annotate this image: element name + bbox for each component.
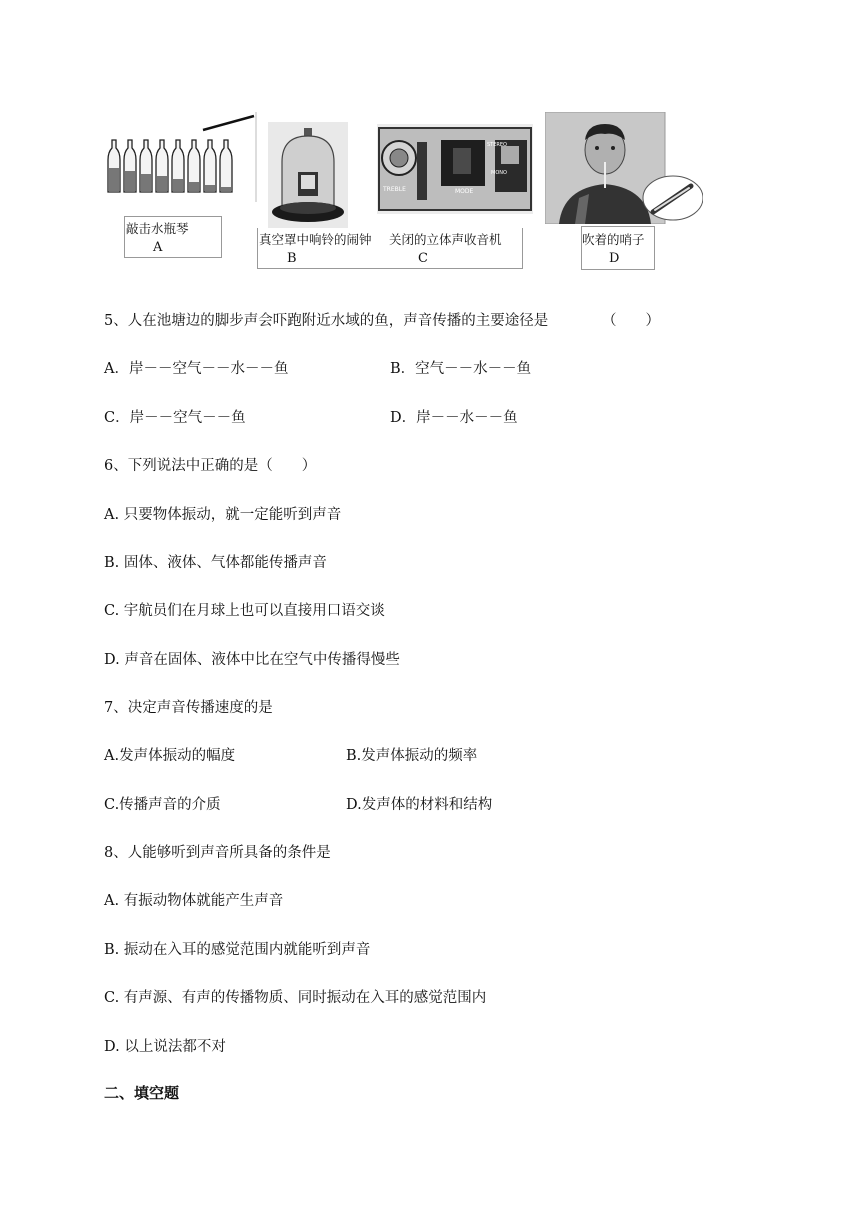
question-5-option-a: A．岸－－空气－－水－－鱼: [104, 361, 289, 377]
question-8-option-d: D. 以上说法都不对: [104, 1039, 226, 1055]
question-5-option-b: B．空气－－水－－鱼: [390, 361, 532, 377]
figure-a-caption-box: [124, 216, 222, 258]
figure-a-caption: 敲击水瓶琴: [126, 221, 189, 236]
question-6-option-c: C. 宇航员们在月球上也可以直接用口语交谈: [104, 603, 385, 619]
question-6-option-b: B. 固体、液体、气体都能传播声音: [104, 555, 327, 571]
question-6-option-d: D. 声音在固体、液体中比在空气中传播得慢些: [104, 652, 400, 668]
question-6-stem: 6、下列说法中正确的是（ ）: [104, 458, 317, 474]
question-7-option-b: B.发声体振动的频率: [346, 748, 478, 764]
water-bottle-xylophone-image: [100, 112, 260, 202]
figure-b-caption: 真空罩中响铃的闹钟: [259, 232, 372, 247]
figure-a-letter: A: [153, 240, 163, 255]
question-5-stem: 5、人在池塘边的脚步声会吓跑附近水域的鱼，声音传播的主要途径是: [104, 313, 549, 329]
question-5-option-c: C．岸－－空气－－鱼: [104, 410, 246, 426]
figure-d-caption-box: [581, 226, 655, 270]
question-6-option-a: A. 只要物体振动，就一定能听到声音: [104, 507, 342, 523]
figure-d-caption: 吹着的哨子: [582, 232, 645, 247]
mode-label: MODE: [455, 188, 474, 195]
question-5-blank: （ ）: [602, 313, 660, 329]
figure-c-letter: C: [418, 251, 428, 266]
figure-c-caption: 关闭的立体声收音机: [389, 232, 502, 247]
stereo-radio-image: [377, 124, 533, 214]
figure-d-letter: D: [609, 251, 620, 266]
question-8-option-c: C. 有声源、有声的传播物质、同时振动在入耳的感觉范围内: [104, 990, 487, 1006]
question-7-option-c: C.传播声音的介质: [104, 797, 221, 813]
question-8-option-a: A. 有振动物体就能产生声音: [104, 893, 284, 909]
stereo-label: STEREO: [487, 142, 507, 148]
question-8-option-b: B. 振动在入耳的感觉范围内就能听到声音: [104, 942, 371, 958]
bell-jar-alarm-clock-image: [268, 122, 348, 228]
figure-b-letter: B: [287, 251, 297, 266]
mono-label: MONO: [491, 170, 507, 176]
section-title: 二、填空题: [104, 1084, 180, 1102]
question-8-stem: 8、人能够听到声音所具备的条件是: [104, 845, 331, 861]
question-7-option-a: A.发声体振动的幅度: [104, 748, 236, 764]
question-5-option-d: D．岸－－水－－鱼: [390, 410, 518, 426]
figure-bc-caption-box: [257, 228, 523, 269]
boy-whistle-image: [545, 112, 703, 224]
question-7-option-d: D.发声体的材料和结构: [346, 797, 493, 813]
question-7-stem: 7、决定声音传播速度的是: [104, 700, 273, 716]
treble-label: TREBLE: [383, 186, 406, 193]
